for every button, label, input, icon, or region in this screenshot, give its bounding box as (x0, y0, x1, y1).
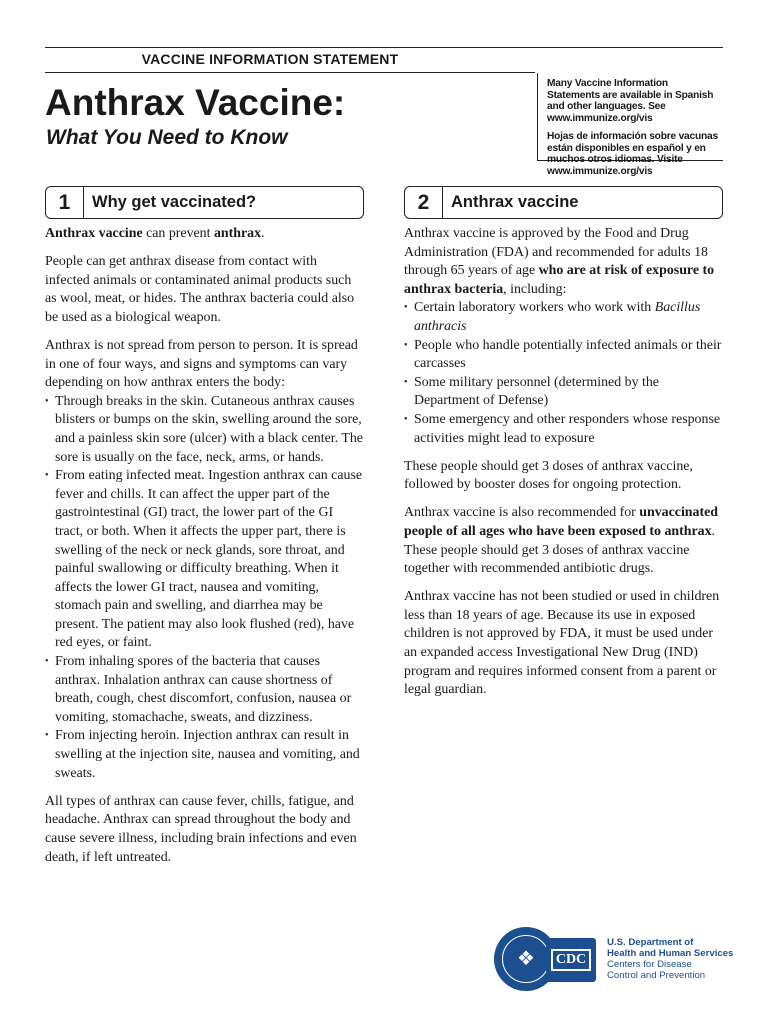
bullet1-start: Certain laboratory workers who work with (414, 300, 655, 316)
list-item: • Through breaks in the skin. Cutaneous anthrax causes blisters or bumps on the skin, swelling around the sore, and a painless skin sore (ulcer) with a black center. The sore is usually on the face, neck, arms, or hands. (45, 393, 363, 467)
section-2-paragraph-4: Anthrax vaccine has not been studied or used in children less than 18 years of age. Because its use in exposed children is not approved by FDA, it must be used under an expanded access Investigational New Drug (IND) program and requires informed consent from a parent or legal guardian. (404, 589, 720, 698)
page-subtitle: What You Need to Know (46, 126, 288, 149)
cdc-line-1: Centers for Disease (607, 959, 692, 970)
s2p3-start: Anthrax vaccine is also recommended for (404, 505, 640, 521)
hhs-line-2: Health and Human Services (607, 948, 734, 959)
list-item: • Some emergency and other responders whose response activities might lead to exposure (404, 411, 722, 448)
vis-rule (45, 72, 535, 73)
list-item: • From eating infected meat. Ingestion anthrax can cause fever and chills. It can affect the upper part of the gastrointestinal (GI) tract, the lower part of the GI tract, or both. When it affects the upper part, there is swelling of the neck or neck glands, sore throat, and painful swallowing or difficulty breathing. When it affects the lower GI tract, nausea and vomiting, stomach pain and swelling, and diarrhea may be present. The patient may also look flushed (red), have red eyes, or faint. (45, 467, 363, 653)
list-item: • From injecting heroin. Injection anthrax can result in swelling at the injection site, nausea and vomiting, and sweats. (45, 727, 363, 783)
language-note (537, 73, 723, 177)
section-1-header (45, 186, 364, 219)
hhs-line-1: U.S. Department of (607, 937, 694, 948)
section-1-number: 1 (46, 187, 84, 218)
section-1-intro (45, 225, 363, 244)
language-note-english: Many Vaccine Information Statements are available in Spanish and other languages. See www.immunize.org/vis (547, 78, 714, 124)
s2p1-start: Anthrax vaccine is approved by the Food and Drug Administration (FDA) and recommended for adults 18 through 65 years of age (404, 226, 708, 279)
section-1-paragraph-1: People can get anthrax disease from contact with infected animals or contaminated animal products such as wool, meat, or hides. The anthrax bacteria could also be used as a biological weapon. (45, 254, 355, 325)
section-2-header (404, 186, 723, 219)
section-1-title: Why get vaccinated? (92, 193, 257, 211)
section-2-paragraph-1 (404, 225, 722, 299)
vis-label: VACCINE INFORMATION STATEMENT (141, 51, 399, 67)
intro-bold-anthrax: anthrax (213, 226, 262, 241)
intro-end: . (261, 226, 265, 241)
s2p1-bold: who are at risk of exposure to anthrax bacteria (404, 263, 715, 297)
section-2-bullet-list (404, 299, 722, 448)
s2p3-end: . These people should get 3 doses of anthrax vaccine together with recommended antibiotic drugs. (404, 523, 716, 577)
s2p3-bold: unvaccinated people of all ages who have been exposed to anthrax (404, 505, 718, 539)
list-item: • Some military personnel (determined by the Department of Defense) (404, 374, 722, 411)
section-1-paragraph-2: Anthrax is not spread from person to person. It is spread in one of four ways, and signs and symptoms can vary depending on how anthrax enters the body: (45, 337, 358, 391)
section-2-paragraph-2: These people should get 3 doses of anthrax vaccine, followed by booster doses for ongoing protection. (404, 458, 693, 493)
eagle-icon: ❖ (517, 948, 535, 970)
language-note-spanish: Hojas de información sobre vacunas están disponibles en español y en muchos otros idiomas. Visite www.immunize.org/vis (547, 131, 718, 177)
top-rule (45, 47, 723, 48)
section-1-body (45, 225, 363, 877)
cdc-logo (546, 938, 596, 982)
section-2-title: Anthrax vaccine (451, 193, 579, 211)
section-1-paragraph-3: All types of anthrax can cause fever, chills, fatigue, and headache. Anthrax can spread throughout the body and cause severe illness, including brain infections and even death, if left untreated. (45, 793, 357, 865)
intro-mid: can prevent (142, 226, 214, 241)
s2p1-end: , including: (503, 281, 567, 297)
list-item: • People who handle potentially infected animals or their carcasses (404, 337, 722, 374)
intro-bold-vaccine: Anthrax vaccine (45, 226, 143, 241)
cdc-logo-text: CDC (551, 949, 591, 971)
agency-name (607, 937, 733, 981)
list-item (404, 299, 722, 336)
bullet1-italic: Bacillus anthracis (414, 300, 701, 334)
section-2-body (404, 225, 722, 709)
page-title: Anthrax Vaccine: (45, 82, 346, 123)
section-2-number: 2 (405, 187, 443, 218)
cdc-line-2: Control and Prevention (607, 970, 706, 981)
list-item: • From inhaling spores of the bacteria that causes anthrax. Inhalation anthrax can cause shortness of breath, cough, chest discomfort, confusion, nausea or vomiting, stomachache, sweats, and dizziness. (45, 653, 363, 727)
section-2-paragraph-3 (404, 504, 722, 578)
section-1-bullet-list (45, 393, 363, 783)
